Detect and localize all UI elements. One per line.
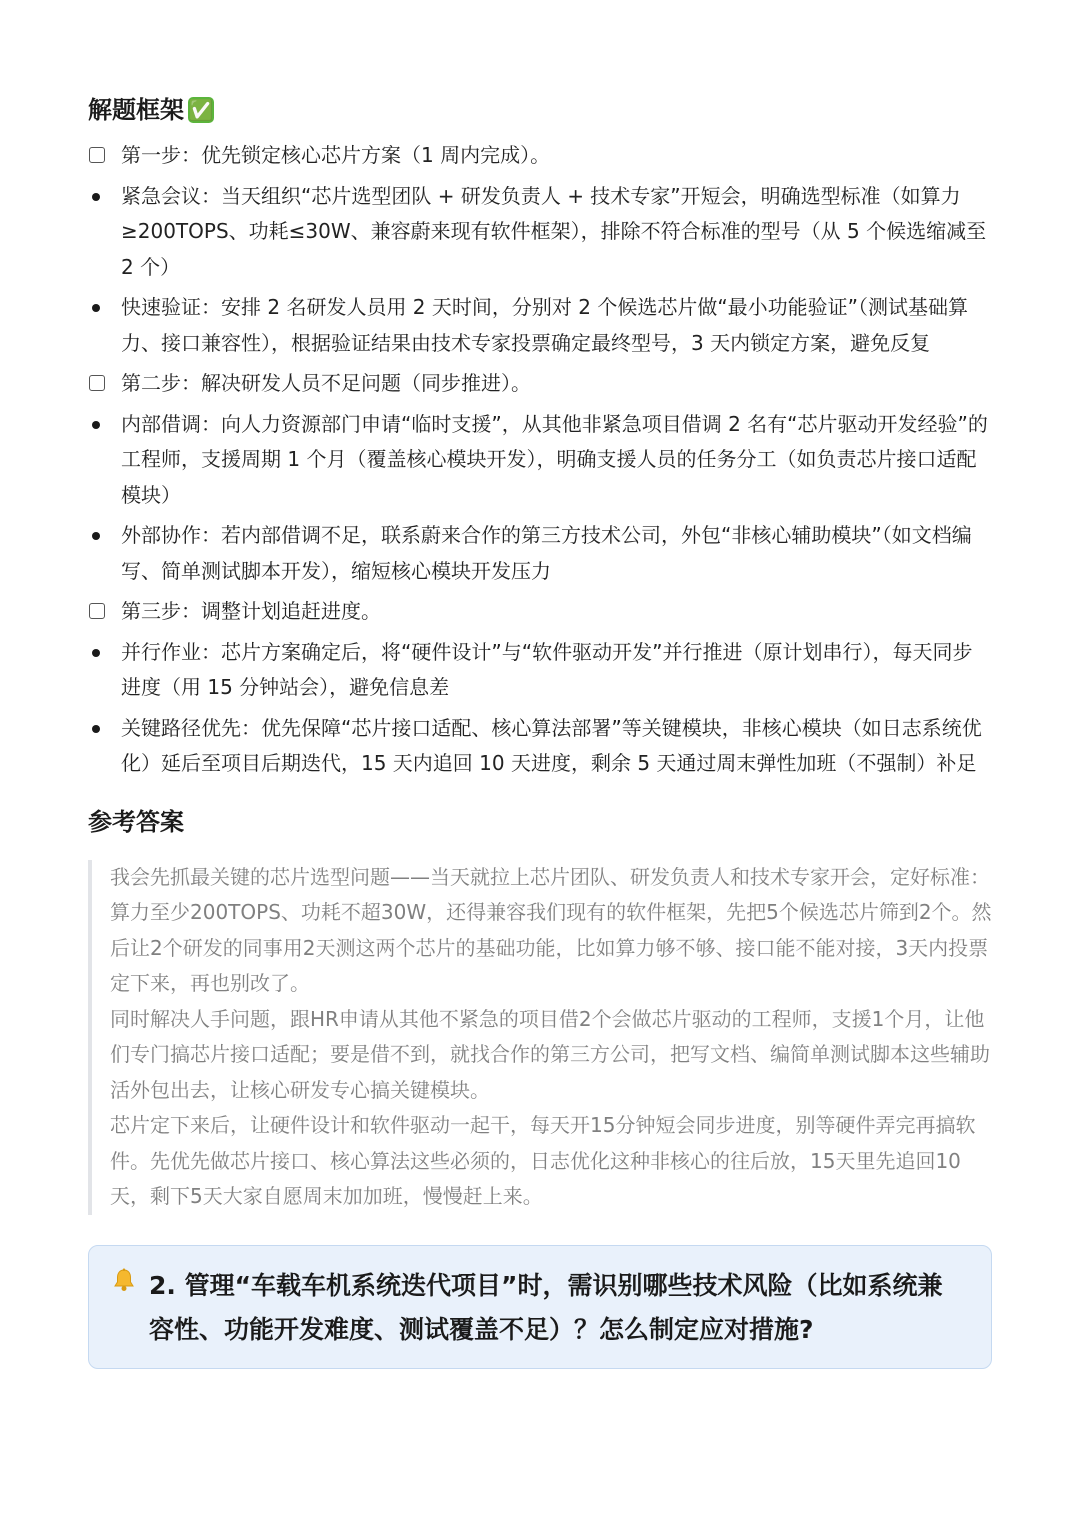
bullet-item — [88, 711, 992, 782]
framework-title-text: 解题框架 — [88, 96, 184, 124]
item-text: 快速验证：安排 2 名研发人员用 2 天时间，分别对 2 个候选芯片做“最小功能验证”（测试基础算力、接口兼容性），根据验证结果由技术专家投票确定最终型号，3 天内锁定方案，避免反复 — [121, 295, 969, 355]
checkbox-icon[interactable] — [89, 375, 105, 391]
bullet-dot-icon — [92, 304, 100, 312]
bullet-dot-icon — [92, 725, 100, 733]
answer-paragraph: 芯片定下来后，让硬件设计和软件驱动一起干，每天开15分钟短会同步进度，别等硬件弄完再搞软件。先优先做芯片接口、核心算法这些必须的，日志优化这种非核心的往后放，15天里先追回10天，剩下5天大家自愿周末加加班，慢慢赶上来。 — [110, 1113, 976, 1208]
item-text: 第三步：调整计划追赶进度。 — [121, 599, 381, 623]
bell-icon — [113, 1268, 135, 1292]
check-mark-icon: ✅ — [188, 98, 214, 122]
answer-quote — [88, 860, 992, 1215]
framework-list — [88, 138, 992, 782]
item-text: 紧急会议：当天组织“芯片选型团队 + 研发负责人 + 技术专家”开短会，明确选型标准（如算力≥200TOPS、功耗≤30W、兼容蔚来现有软件框架），排除不符合标准的型号（从 5 个候选缩减至 2 个） — [121, 183, 987, 279]
answer-paragraph: 我会先抓最关键的芯片选型问题——当天就拉上芯片团队、研发负责人和技术专家开会，定好标准：算力至少200TOPS、功耗不超30W，还得兼容我们现有的软件框架，先把5个候选芯片筛到2个。然后让2个研发的同事用2天测这两个芯片的基础功能，比如算力够不够、接口能不能对接，3天内投票定下来，再也别改了。 — [110, 864, 992, 995]
item-text: 并行作业：芯片方案确定后，将“硬件设计”与“软件驱动开发”并行推进（原计划串行），每天同步进度（用 15 分钟站会），避免信息差 — [121, 639, 973, 699]
step-item[interactable] — [88, 594, 992, 630]
bullet-item — [88, 179, 992, 286]
item-text: 第二步：解决研发人员不足问题（同步推进）。 — [121, 371, 531, 395]
answer-paragraph: 同时解决人手问题，跟HR申请从其他不紧急的项目借2个会做芯片驱动的工程师，支援1个月，让他们专门搞芯片接口适配；要是借不到，就找合作的第三方公司，把写文档、编简单测试脚本这些辅助活外包出去，让核心研发专心搞关键模块。 — [110, 1006, 990, 1102]
bullet-item — [88, 635, 992, 706]
bullet-dot-icon — [92, 532, 100, 540]
callout-question-text: 2. 管理“车载车机系统迭代项目”时，需识别哪些技术风险（比如系统兼容性、功能开发难度、测试覆盖不足）？怎么制定应对措施? — [149, 1270, 943, 1344]
framework-title — [88, 92, 992, 128]
checkbox-icon[interactable] — [89, 147, 105, 163]
question-callout — [88, 1245, 992, 1369]
item-text: 外部协作：若内部借调不足，联系蔚来合作的第三方技术公司，外包“非核心辅助模块”（如文档编写、简单测试脚本开发），缩短核心模块开发压力 — [121, 523, 972, 583]
checkbox-icon[interactable] — [89, 603, 105, 619]
bullet-item — [88, 407, 992, 514]
bullet-item — [88, 518, 992, 589]
bullet-item — [88, 290, 992, 361]
bullet-dot-icon — [92, 193, 100, 201]
answer-title: 参考答案 — [88, 807, 184, 836]
bullet-dot-icon — [92, 421, 100, 429]
item-text: 关键路径优先：优先保障“芯片接口适配、核心算法部署”等关键模块，非核心模块（如日志系统优化）延后至项目后期迭代，15 天内追回 10 天进度，剩余 5 天通过周末弹性加班（不强制）补足 — [121, 715, 982, 775]
bullet-dot-icon — [92, 649, 100, 657]
item-text: 第一步：优先锁定核心芯片方案（1 周内完成）。 — [121, 143, 551, 167]
step-item[interactable] — [88, 138, 992, 174]
item-text: 内部借调：向人力资源部门申请“临时支援”，从其他非紧急项目借调 2 名有“芯片驱动开发经验”的工程师，支援周期 1 个月（覆盖核心模块开发），明确支援人员的任务分工（如负责芯片接口适配模块） — [121, 411, 988, 507]
step-item[interactable] — [88, 366, 992, 402]
